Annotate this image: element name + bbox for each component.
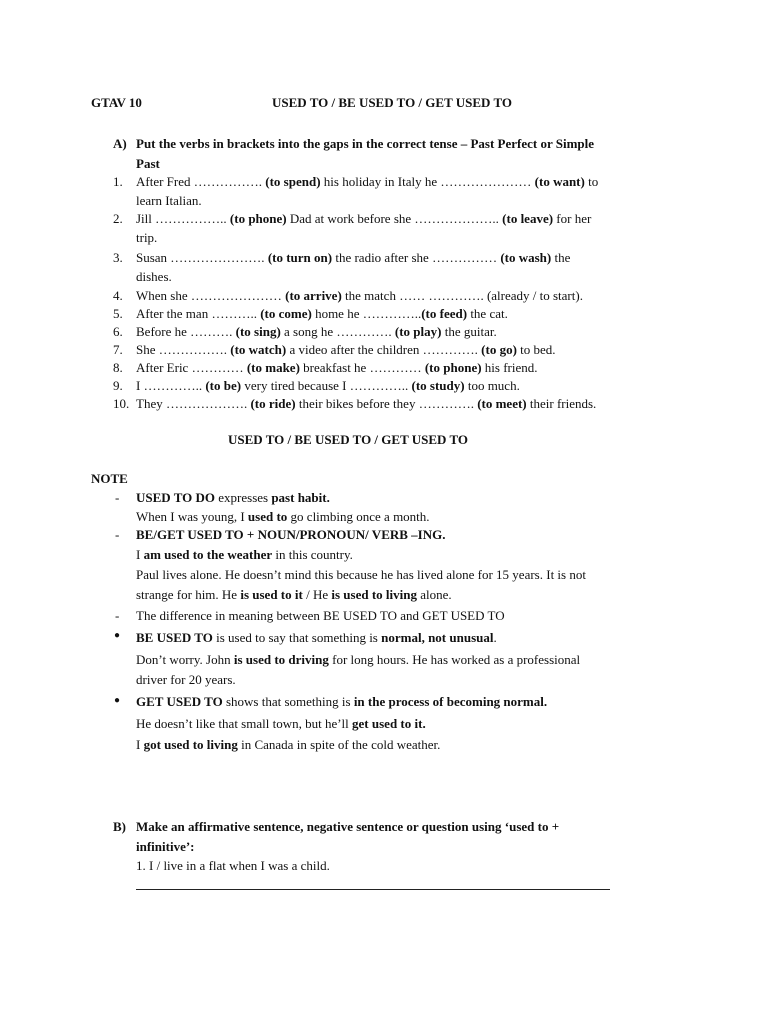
section-a-instruction: Put the verbs in brackets into the gaps in the correct tense – Past Perfect or Simple xyxy=(136,136,595,151)
exercise-sentence: After Eric ………… (to make) breakfast he ………… (to phone) his friend. xyxy=(136,360,538,375)
note-example: I am used to the weather in this country. xyxy=(136,547,353,562)
bullet-marker: ● xyxy=(114,630,121,641)
exercise-sentence: After Fred ……………. (to spend) his holiday in Italy he ………………… (to want) to xyxy=(136,174,599,189)
note-be-used-to: BE USED TO is used to say that something is normal, not unusual. xyxy=(136,630,497,645)
section-a-instruction-cont: Past xyxy=(136,156,160,171)
exercise-number: 8. xyxy=(113,360,123,375)
exercise-number: 10. xyxy=(113,396,130,411)
note-example: When I was young, I used to go climbing once a month. xyxy=(136,509,430,524)
note-example: I got used to living in Canada in spite of the cold weather. xyxy=(136,737,441,752)
note-example: Paul lives alone. He doesn’t mind this because he has lived alone for 15 years. It is not xyxy=(136,567,586,582)
exercise-sentence: I ………….. (to be) very tired because I ………….. (to study) too much. xyxy=(136,378,520,393)
exercise-sentence: They ………………. (to ride) their bikes before they …………. (to meet) their friends. xyxy=(136,396,597,411)
note-get-used-to: GET USED TO shows that something is in the process of becoming normal. xyxy=(136,694,548,709)
section-b-letter: B) xyxy=(113,819,126,834)
note-heading: NOTE xyxy=(91,471,128,486)
exercise-sentence: Before he ………. (to sing) a song he …………. (to play) the guitar. xyxy=(136,324,497,339)
exercise-number: 6. xyxy=(113,324,123,339)
exercise-sentence-cont: learn Italian. xyxy=(136,193,202,208)
section-b-instruction-cont: infinitive’: xyxy=(136,839,195,854)
exercise-number: 2. xyxy=(113,211,123,226)
exercise-number: 9. xyxy=(113,378,123,393)
exercise-number: 4. xyxy=(113,288,123,303)
exercise-sentence: She ……………. (to watch) a video after the children …………. (to go) to bed. xyxy=(136,342,556,357)
dash-marker: - xyxy=(115,490,120,505)
section-a-letter: A) xyxy=(113,136,127,151)
dash-marker: - xyxy=(115,608,120,623)
exercise-sentence-cont: dishes. xyxy=(136,269,172,284)
exercise-number: 1. xyxy=(113,174,123,189)
note-rule-past-habit: USED TO DO expresses past habit. xyxy=(136,490,330,505)
document-code: GTAV 10 xyxy=(91,95,142,110)
bullet-marker: ● xyxy=(114,695,121,706)
note-example: He doesn’t like that small town, but he’ll get used to it. xyxy=(136,716,426,731)
dash-marker: - xyxy=(115,527,120,542)
exercise-sentence-cont: trip. xyxy=(136,230,158,245)
document-title: USED TO / BE USED TO / GET USED TO xyxy=(272,95,513,110)
note-example: Don’t worry. John is used to driving for long hours. He has worked as a professional xyxy=(136,652,581,667)
section-b-item: 1. I / live in a flat when I was a child. xyxy=(136,858,330,873)
exercise-sentence: Susan …………………. (to turn on) the radio after she …………… (to wash) the xyxy=(136,250,571,265)
note-example: strange for him. He is used to it / He is used to living alone. xyxy=(136,587,452,602)
exercise-number: 3. xyxy=(113,250,123,265)
exercise-sentence: When she ………………… (to arrive) the match …… …………. (already / to start). xyxy=(136,288,583,303)
exercise-number: 5. xyxy=(113,306,123,321)
exercise-sentence: After the man ……….. (to come) home he …………..(to feed) the cat. xyxy=(136,306,508,321)
note-difference: The difference in meaning between BE USED TO and GET USED TO xyxy=(136,608,505,623)
section-b-instruction: Make an affirmative sentence, negative sentence or question using ‘used to + xyxy=(136,819,560,834)
note-rule-be-get-used-to: BE/GET USED TO + NOUN/PRONOUN/ VERB –ING. xyxy=(136,527,446,542)
section-subtitle: USED TO / BE USED TO / GET USED TO xyxy=(228,432,469,447)
note-example: driver for 20 years. xyxy=(136,672,236,687)
exercise-number: 7. xyxy=(113,342,123,357)
answer-line[interactable] xyxy=(136,889,610,890)
exercise-sentence: Jill …………….. (to phone) Dad at work before she ……………….. (to leave) for her xyxy=(136,211,592,226)
